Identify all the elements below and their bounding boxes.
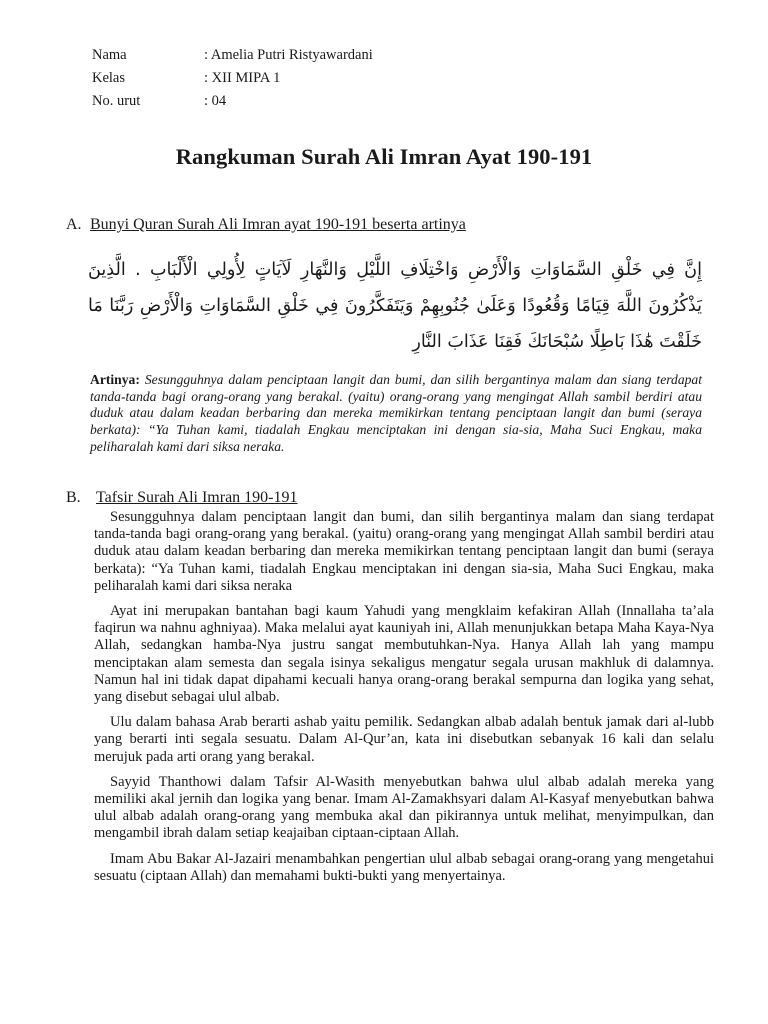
translation-text: Sesungguhnya dalam penciptaan langit dan bumi, dan silih bergantinya malam dan siang terdapat tanda-tanda bagi orang-orang yang berakal. (yaitu) orang-orang yang mengingat Allah sambil berdiri atau duduk atau dalam keadan berbaring dan mereka memikirkan tentang penciptaan langit dan bumi (seraya berkata): “Ya Tuhan kami, tiadalah Engkau menciptakan ini dengan sia-sia, Maha Suci Engkau, maka peliharalah kami dari siksa neraka. xyxy=(90,372,702,454)
student-class-row xyxy=(92,67,373,90)
translation-colon: : xyxy=(135,372,145,387)
tafsir-paragraph-2: Ayat ini merupakan bantahan bagi kaum Yahudi yang mengklaim kefakiran Allah (Innallaha ta’ala faqirun wa nahnu aghniyaa). Maka melalui ayat kauniyah ini, Allah menunjukkan betapa Maha Kaya-Nya Allah, sedangkan hamba-Nya justru sangat membutuhkan-Nya. Hanya Allah lah yang mampu menciptakan alam semesta dan segala isinya sekaligus mengatur segala urusan makhluk di dalamnya. Namun hal ini tidak dapat dipahami kecuali hanya orang-orang berakal sempurna dan logika yang sehat, yang disebut sebagai ulul albab. xyxy=(94,603,714,706)
number-value: : 04 xyxy=(204,93,227,109)
tafsir-body xyxy=(94,509,714,893)
name-value: : Amelia Putri Ristyawardani xyxy=(204,47,373,63)
section-b-heading: Tafsir Surah Ali Imran 190-191 xyxy=(96,489,298,506)
page-title: Rangkuman Surah Ali Imran Ayat 190-191 xyxy=(175,144,593,169)
section-b-header xyxy=(66,489,298,507)
section-a-number: A. xyxy=(66,216,82,233)
tafsir-paragraph-1: Sesungguhnya dalam penciptaan langit dan bumi, dan silih bergantinya malam dan siang terdapat tanda-tanda bagi orang-orang yang berakal. (yaitu) orang-orang yang mengingat Allah sambil berdiri atau duduk atau dalam keadan berbaring dan mereka memikirkan tentang penciptaan langit dan bumi (seraya berkata): “Ya Tuhan kami, tiadalah Engkau menciptakan ini dengan sia-sia, Maha Suci Engkau, maka peliharalah kami dari siksa neraka xyxy=(94,509,714,594)
student-number-row xyxy=(92,90,373,113)
tafsir-paragraph-3: Ulu dalam bahasa Arab berarti ashab yaitu pemilik. Sedangkan albab adalah bentuk jamak dari al-lubb yang berarti inti segala sesuatu. Dalam Al-Qur’an, kata ini disebutkan sebanyak 16 kali dan selalu merujuk pada arti orang yang berakal. xyxy=(94,714,714,765)
class-label: Kelas xyxy=(92,70,126,86)
class-value: : XII MIPA 1 xyxy=(204,70,281,86)
arabic-verse: إِنَّ فِي خَلْقِ السَّمَاوَاتِ وَالْأَرْضِ وَاخْتِلَافِ اللَّيْلِ وَالنَّهَارِ لَآيَاتٍ لِأُولِي الْأَلْبَابِ . الَّذِينَ يَذْكُرُونَ اللَّهَ قِيَامًا وَقُعُودًا وَعَلَىٰ جُنُوبِهِمْ وَيَتَفَكَّرُونَ فِي خَلْقِ السَّمَاوَاتِ وَالْأَرْضِ رَبَّنَا مَا خَلَقْتَ هَٰذَا بَاطِلًا سُبْحَانَكَ فَقِنَا عَذَابَ النَّارِ xyxy=(88,260,702,352)
translation-paragraph xyxy=(90,372,702,456)
name-label: Nama xyxy=(92,47,127,63)
translation-label: Artinya xyxy=(90,372,136,387)
tafsir-paragraph-5: Imam Abu Bakar Al-Jazairi menambahkan pengertian ulul albab sebagai orang-orang yang mengetahui sesuatu (ciptaan Allah) dan memahami bukti-bukti yang menyertainya. xyxy=(94,850,714,884)
section-a-heading: Bunyi Quran Surah Ali Imran ayat 190-191 beserta artinya xyxy=(90,216,466,233)
student-name-row xyxy=(92,44,373,67)
tafsir-paragraph-4: Sayyid Thanthowi dalam Tafsir Al-Wasith menyebutkan bahwa ulul albab adalah mereka yang memiliki akal jernih dan logika yang benar. Imam Al-Zamakhsyari dalam Al-Kasyaf menyebutkan bahwa ulul albab adalah orang-orang yang membuka akal dan pikirannya untuk melihat, menyimpulkan, dan mengambil ibrah dalam setiap keajaiban ciptaan-ciptaan Allah. xyxy=(94,773,714,842)
section-b-number: B. xyxy=(66,489,81,506)
number-label: No. urut xyxy=(92,93,141,109)
student-info xyxy=(92,44,373,113)
section-a-header xyxy=(66,216,466,234)
